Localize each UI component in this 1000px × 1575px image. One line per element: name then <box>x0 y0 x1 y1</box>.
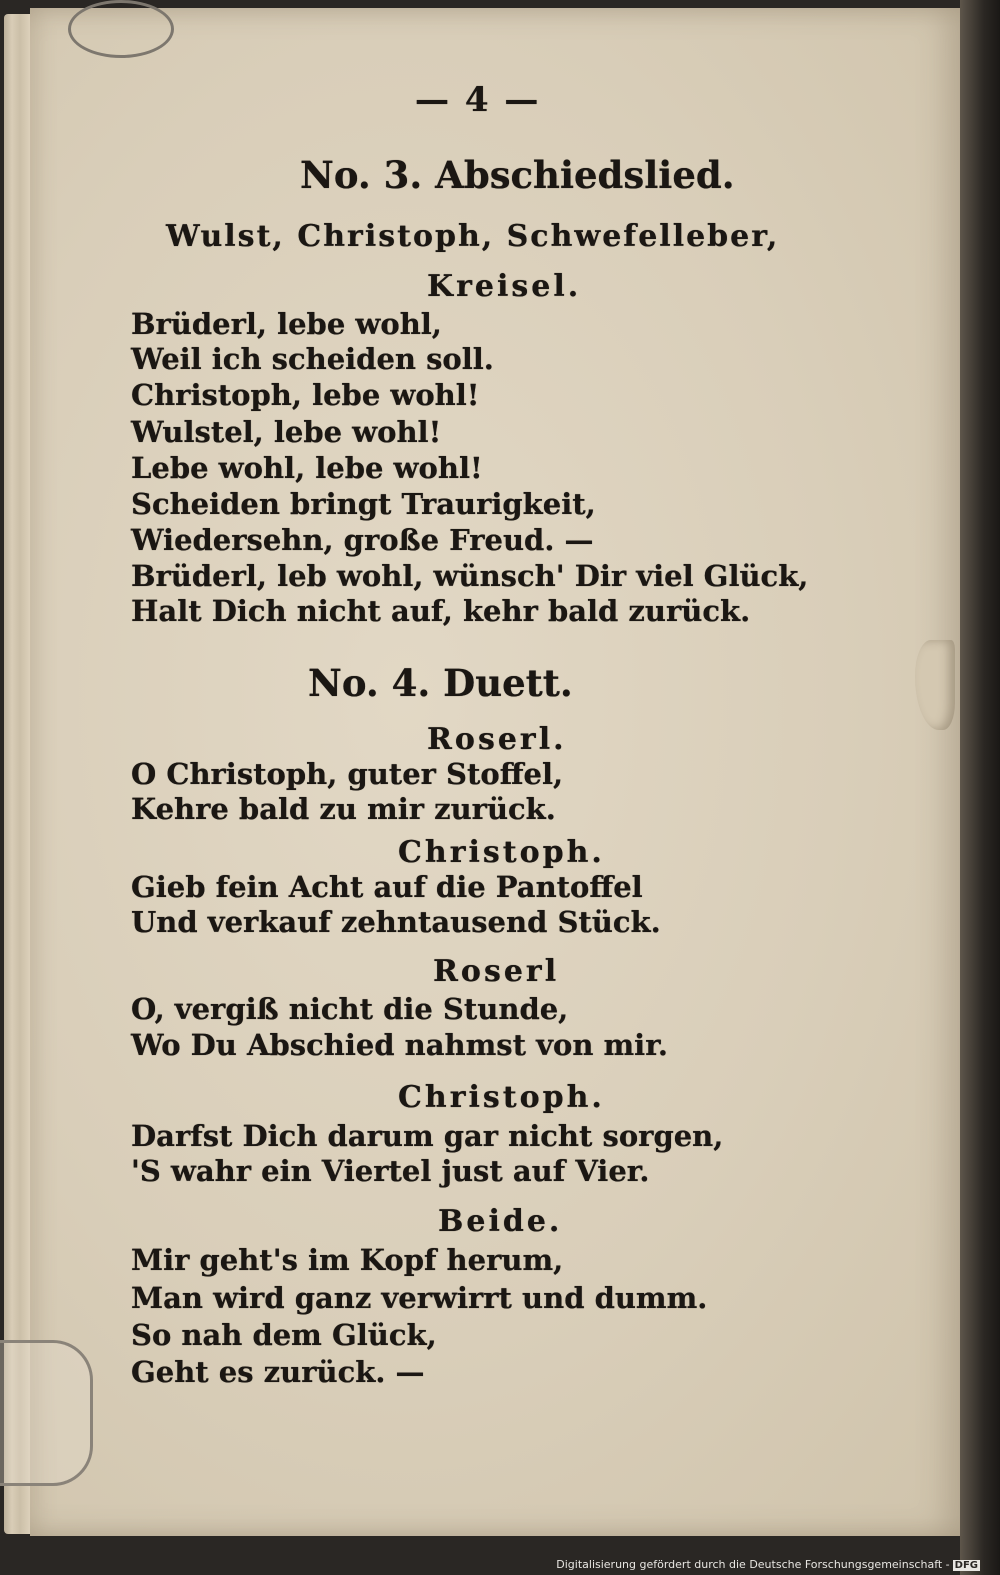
verse-line: Christoph, lebe wohl! <box>131 378 480 412</box>
verse-line: Man wird ganz verwirrt und dumm. <box>131 1281 708 1315</box>
section-title-no4: No. 4. Duett. <box>308 661 573 705</box>
verse-line: Geht es zurück. — <box>131 1355 425 1389</box>
digitization-credit <box>556 1558 980 1571</box>
verse-line: Und verkauf zehntausend Stück. <box>131 905 661 939</box>
speaker-christoph: Christoph. <box>398 1080 605 1115</box>
verse-line: So nah dem Glück, <box>131 1318 437 1352</box>
speakers-header: Wulst, Christoph, Schwefelleber, <box>166 219 780 254</box>
verse-line: O, vergiß nicht die Stunde, <box>131 992 569 1026</box>
page-number: — 4 — <box>415 80 541 120</box>
dfg-logo: DFG <box>954 1560 978 1571</box>
section-title-no3: No. 3. Abschiedslied. <box>300 153 735 197</box>
verse-line: Scheiden bringt Traurigkeit, <box>131 487 596 521</box>
speaker-kreisel: Kreisel. <box>427 269 582 304</box>
verse-line: Wiedersehn, große Freud. — <box>131 523 594 557</box>
verse-line: Halt Dich nicht auf, kehr bald zurück. <box>131 594 751 628</box>
verse-line: Kehre bald zu mir zurück. <box>131 792 556 826</box>
speaker-christoph: Christoph. <box>398 835 605 870</box>
speaker-roserl: Roserl <box>433 954 560 989</box>
verse-line: Mir geht's im Kopf herum, <box>131 1243 564 1277</box>
credit-text: Digitalisierung gefördert durch die Deutsche Forschungsgemeinschaft - <box>556 1558 950 1571</box>
verse-line: Weil ich scheiden soll. <box>131 342 494 376</box>
verse-line: Darfst Dich darum gar nicht sorgen, <box>131 1119 724 1153</box>
verse-line: Brüderl, lebe wohl, <box>131 307 442 341</box>
paper-clip <box>0 1340 93 1486</box>
verse-line: Lebe wohl, lebe wohl! <box>131 451 483 485</box>
speaker-beide: Beide. <box>438 1204 563 1239</box>
verse-line: Gieb fein Acht auf die Pantoffel <box>131 870 643 904</box>
verse-line: Brüderl, leb wohl, wünsch' Dir viel Glück, <box>131 559 809 593</box>
verse-line: Wo Du Abschied nahmst von mir. <box>131 1028 668 1062</box>
ring-mark <box>68 0 174 58</box>
speaker-roserl: Roserl. <box>427 722 567 757</box>
binding-shadow <box>960 0 1000 1575</box>
verse-line: 'S wahr ein Viertel just auf Vier. <box>131 1154 650 1188</box>
verse-line: Wulstel, lebe wohl! <box>131 415 442 449</box>
verse-line: O Christoph, guter Stoffel, <box>131 757 564 791</box>
